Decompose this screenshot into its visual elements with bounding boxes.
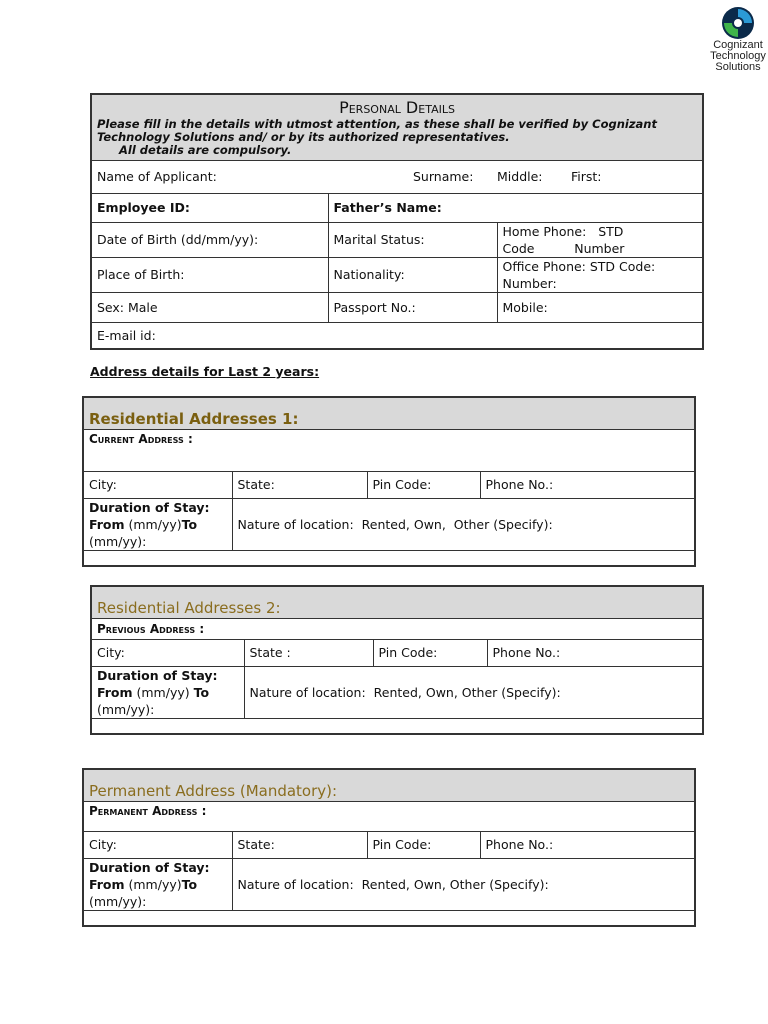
marital-status-label: Marital Status: bbox=[333, 232, 425, 247]
mobile-label: Mobile: bbox=[502, 299, 548, 315]
res1-city-label: City: bbox=[89, 477, 117, 492]
res2-from-format: (mm/yy) bbox=[132, 684, 194, 700]
perm-from-format: (mm/yy) bbox=[124, 876, 182, 892]
res2-state-label: State : bbox=[249, 645, 291, 660]
res1-nature-label: Nature of location: Rented, Own, Other (Specify): bbox=[237, 516, 553, 532]
res2-duration-field[interactable] bbox=[91, 666, 244, 718]
personal-details-table bbox=[90, 93, 704, 350]
perm-duration-label: Duration of Stay: bbox=[89, 859, 210, 875]
res2-state-field[interactable] bbox=[244, 639, 373, 666]
perm-phone-label: Phone No.: bbox=[485, 837, 554, 852]
place-of-birth-label: Place of Birth: bbox=[97, 267, 185, 282]
fathers-name-field[interactable] bbox=[328, 193, 703, 222]
sex-field[interactable] bbox=[91, 292, 328, 322]
perm-nature-field[interactable] bbox=[232, 858, 695, 910]
home-phone-sublabel: Code Number bbox=[502, 240, 625, 256]
residential-address-2-table bbox=[90, 585, 704, 735]
res1-state-field[interactable] bbox=[232, 471, 367, 498]
dob-field[interactable] bbox=[91, 222, 328, 257]
home-phone-field[interactable] bbox=[497, 222, 703, 257]
office-phone-sublabel: Number: bbox=[502, 275, 557, 291]
res1-city-field[interactable] bbox=[83, 471, 232, 498]
sex-label: Sex: Male bbox=[97, 299, 158, 315]
current-address-label: Current Address : bbox=[89, 431, 193, 446]
res1-state-label: State: bbox=[237, 477, 275, 492]
previous-address-label: Previous Address : bbox=[97, 621, 205, 636]
res1-to-label: To bbox=[181, 516, 198, 532]
employee-id-field[interactable] bbox=[91, 193, 328, 222]
res2-city-field[interactable] bbox=[91, 639, 244, 666]
company-name-line1: Cognizant bbox=[713, 39, 763, 51]
passport-field[interactable] bbox=[328, 292, 497, 322]
company-logo bbox=[706, 6, 768, 73]
res1-phone-field[interactable] bbox=[480, 471, 695, 498]
email-field[interactable] bbox=[91, 322, 703, 349]
email-label: E-mail id: bbox=[97, 327, 156, 343]
perm-blank-row[interactable] bbox=[83, 910, 695, 926]
res2-to-label: To bbox=[193, 684, 210, 700]
res1-duration-label: Duration of Stay: bbox=[89, 499, 210, 515]
cognizant-logo-icon bbox=[721, 6, 755, 40]
nationality-label: Nationality: bbox=[333, 267, 405, 282]
res2-pin-label: Pin Code: bbox=[378, 645, 438, 660]
res2-from-label: From bbox=[97, 684, 133, 700]
permanent-address-table bbox=[82, 768, 696, 927]
address-details-heading: Address details for Last 2 years: bbox=[90, 364, 320, 379]
res1-to-format: (mm/yy): bbox=[89, 533, 147, 549]
res1-blank-row[interactable] bbox=[83, 550, 695, 566]
res2-nature-field[interactable] bbox=[244, 666, 703, 718]
applicant-name-field[interactable] bbox=[91, 160, 703, 193]
perm-duration-field[interactable] bbox=[83, 858, 232, 910]
surname-label: Surname: bbox=[413, 169, 474, 184]
home-phone-label: Home Phone: STD bbox=[502, 223, 624, 239]
perm-state-label: State: bbox=[237, 837, 275, 852]
res2-phone-label: Phone No.: bbox=[492, 645, 561, 660]
res2-blank-row[interactable] bbox=[91, 718, 703, 734]
office-phone-field[interactable] bbox=[497, 257, 703, 292]
personal-details-title: Personal Details bbox=[339, 97, 455, 117]
permanent-address-title: Permanent Address (Mandatory): bbox=[89, 781, 338, 800]
perm-from-label: From bbox=[89, 876, 125, 892]
perm-to-format: (mm/yy): bbox=[89, 893, 147, 909]
res2-phone-field[interactable] bbox=[487, 639, 703, 666]
perm-phone-field[interactable] bbox=[480, 831, 695, 858]
fathers-name-label: Father’s Name: bbox=[333, 200, 442, 215]
permanent-address-label: Permanent Address : bbox=[89, 803, 207, 818]
place-of-birth-field[interactable] bbox=[91, 257, 328, 292]
res1-duration-field[interactable] bbox=[83, 498, 232, 550]
employee-id-label: Employee ID: bbox=[97, 200, 190, 215]
perm-pin-label: Pin Code: bbox=[372, 837, 432, 852]
res2-to-format: (mm/yy): bbox=[97, 701, 155, 717]
current-address-field[interactable] bbox=[83, 429, 695, 471]
perm-state-field[interactable] bbox=[232, 831, 367, 858]
permanent-address-field[interactable] bbox=[83, 801, 695, 831]
dob-label: Date of Birth (dd/mm/yy): bbox=[97, 232, 259, 247]
res1-pin-field[interactable] bbox=[367, 471, 480, 498]
personal-details-header bbox=[91, 94, 703, 160]
applicant-name-label: Name of Applicant: bbox=[97, 169, 217, 184]
verification-notice: Please fill in the details with utmost attention, as these shall be verified by Cognizant Technology Solutions and/ or by its authorized representatives. bbox=[97, 116, 657, 144]
residential-address-2-title: Residential Addresses 2: bbox=[97, 598, 281, 617]
marital-status-field[interactable] bbox=[328, 222, 497, 257]
res1-phone-label: Phone No.: bbox=[485, 477, 554, 492]
mobile-field[interactable] bbox=[497, 292, 703, 322]
company-name-line3: Solutions bbox=[715, 61, 761, 73]
residential-address-1-title: Residential Addresses 1: bbox=[89, 409, 299, 428]
perm-city-field[interactable] bbox=[83, 831, 232, 858]
perm-city-label: City: bbox=[89, 837, 117, 852]
perm-to-label: To bbox=[181, 876, 198, 892]
res1-from-format: (mm/yy) bbox=[124, 516, 182, 532]
middle-name-label: Middle: bbox=[497, 169, 543, 184]
passport-label: Passport No.: bbox=[333, 299, 416, 315]
res2-duration-label: Duration of Stay: bbox=[97, 667, 218, 683]
nationality-field[interactable] bbox=[328, 257, 497, 292]
res2-pin-field[interactable] bbox=[373, 639, 487, 666]
perm-nature-label: Nature of location: Rented, Own, Other (Specify): bbox=[237, 876, 549, 892]
first-name-label: First: bbox=[571, 169, 602, 184]
previous-address-field[interactable] bbox=[91, 618, 703, 639]
compulsory-notice: All details are compulsory. bbox=[119, 142, 292, 157]
perm-pin-field[interactable] bbox=[367, 831, 480, 858]
res1-nature-field[interactable] bbox=[232, 498, 695, 550]
res2-nature-label: Nature of location: Rented, Own, Other (Specify): bbox=[249, 684, 561, 700]
residential-address-1-table bbox=[82, 396, 696, 567]
res1-from-label: From bbox=[89, 516, 125, 532]
res2-city-label: City: bbox=[97, 645, 125, 660]
res1-pin-label: Pin Code: bbox=[372, 477, 432, 492]
office-phone-label: Office Phone: STD Code: bbox=[502, 258, 656, 274]
company-name-line2: Technology bbox=[710, 50, 766, 62]
